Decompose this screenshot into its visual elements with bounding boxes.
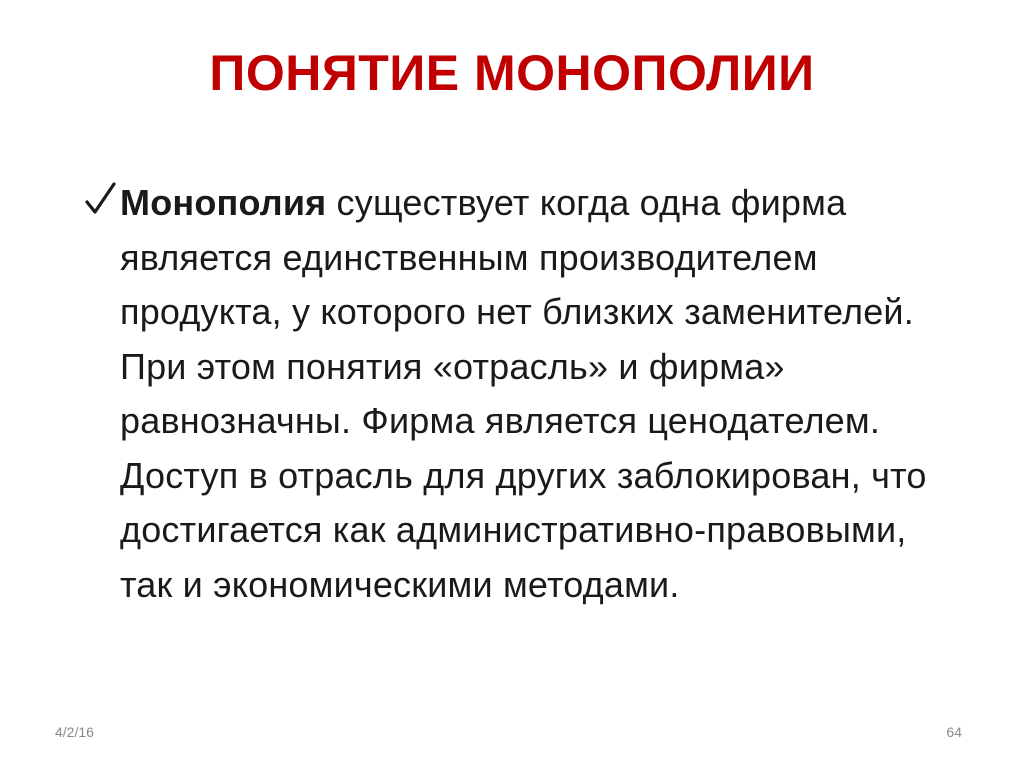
- checkmark-icon: [84, 180, 118, 220]
- bullet-description: существует когда одна фирма является единственным производителем продукта, у которого нет близких заменителей. При этом понятия «отрасль» и фирма» равнозначны. Фирма является ценодателем. Доступ в отрасль для других заблокирован, что достигается как административно-правовыми, так и экономическими методами.: [120, 182, 927, 605]
- slide-title: ПОНЯТИЕ МОНОПОЛИИ: [209, 45, 815, 101]
- bullet-item: [84, 176, 964, 612]
- bullet-term: Монополия: [120, 182, 327, 223]
- footer-date: 4/2/16: [55, 724, 94, 740]
- slide-number: 64: [946, 724, 962, 740]
- bullet-text: [120, 176, 964, 612]
